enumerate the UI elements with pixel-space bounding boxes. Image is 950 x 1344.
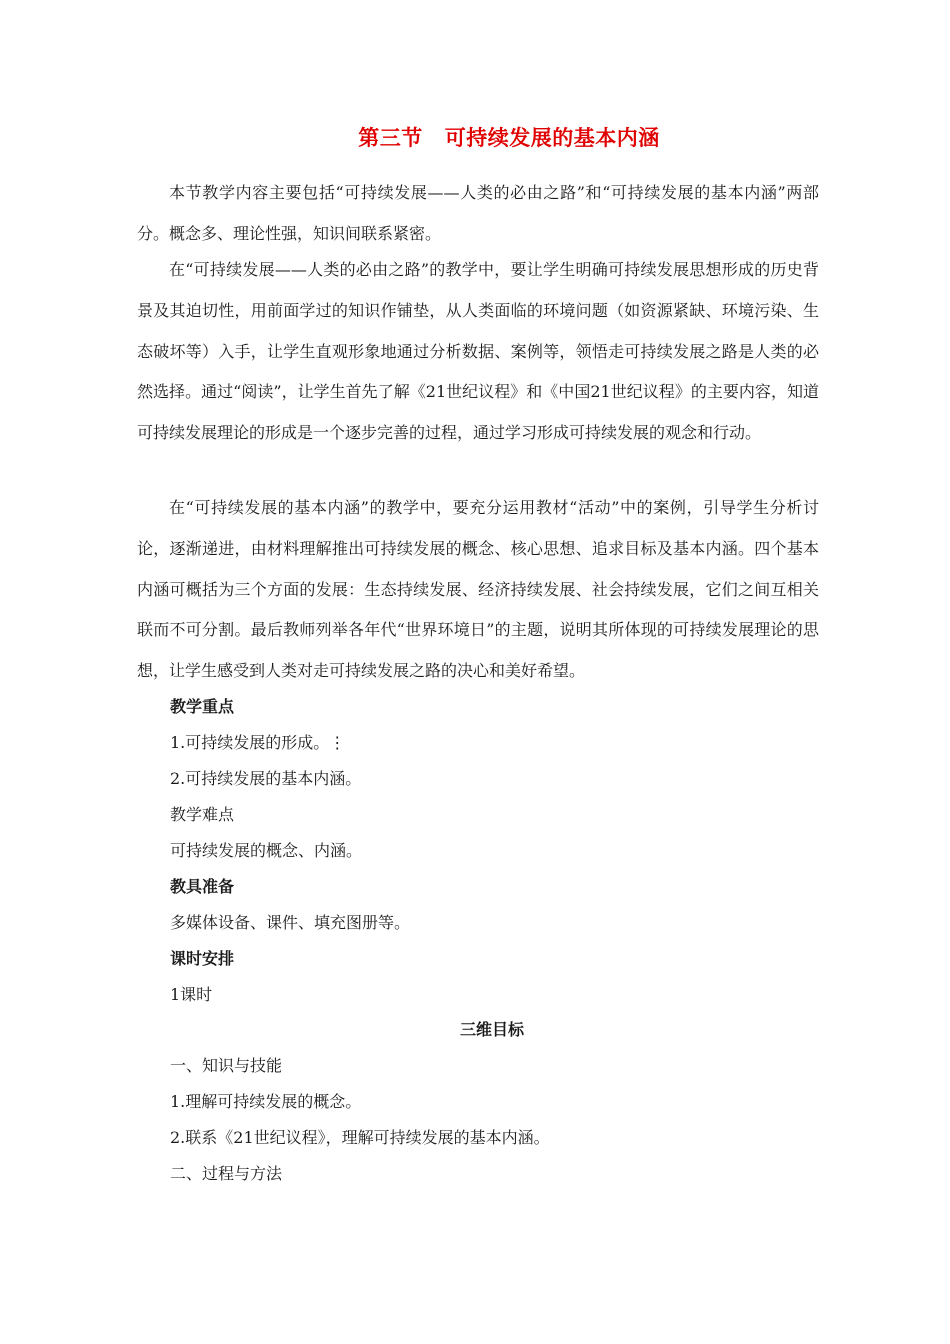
key-point-item-2: 2.可持续发展的基本内涵。: [170, 769, 362, 788]
connotation-paragraph: 在“可持续发展的基本内涵”的教学中，要充分运用教材“活动”中的案例，引导学生分析讨论，逐渐递进，由材料理解推出可持续发展的概念、核心思想、追求目标及基本内涵。四个基本内涵可概括为三个方面的发展：生态持续发展、经济持续发展、社会持续发展，它们之间互相关联而不可分割。最后教师列举各年代“世界环境日”的主题，说明其所体现的可持续发展理论的思想，让学生感受到人类对走可持续发展之路的决心和美好希望。: [137, 498, 819, 681]
difficulties-heading: 教学难点: [170, 805, 235, 824]
difficulties-text: 可持续发展的概念、内涵。: [170, 841, 363, 860]
objectives-section-knowledge: 一、知识与技能: [170, 1056, 283, 1075]
tools-heading: 教具准备: [170, 877, 235, 896]
key-point-item-1: 1.可持续发展的形成。⋮: [170, 733, 346, 752]
objectives-section-process: 二、过程与方法: [170, 1164, 283, 1183]
schedule-heading: 课时安排: [170, 949, 235, 968]
intro-paragraph: 本节教学内容主要包括“可持续发展——人类的必由之路”和“可持续发展的基本内涵”两部分。概念多、理论性强，知识间联系紧密。: [137, 183, 819, 243]
necessity-paragraph: 在“可持续发展——人类的必由之路”的教学中，要让学生明确可持续发展思想形成的历史背景及其迫切性，用前面学过的知识作铺垫，从人类面临的环境问题（如资源紧缺、环境污染、生态破坏等）入手，让学生直观形象地通过分析数据、案例等，领悟走可持续发展之路是人类的必然选择。通过“阅读”，让学生首先了解《21世纪议程》和《中国21世纪议程》的主要内容，知道可持续发展理论的形成是一个逐步完善的过程，通过学习形成可持续发展的观念和行动。: [137, 260, 819, 443]
tools-text: 多媒体设备、课件、填充图册等。: [170, 913, 411, 932]
objective-item-2: 2.联系《21世纪议程》，理解可持续发展的基本内涵。: [170, 1128, 550, 1147]
title-topic: 可持续发展的基本内涵: [444, 125, 660, 150]
document-title: [0, 122, 950, 152]
objectives-heading: 三维目标: [459, 1020, 524, 1039]
objective-item-1: 1.理解可持续发展的概念。: [170, 1092, 362, 1111]
title-section-number: 第三节: [358, 125, 423, 150]
schedule-text: 1课时: [170, 985, 213, 1004]
key-points-heading: 教学重点: [170, 697, 235, 716]
